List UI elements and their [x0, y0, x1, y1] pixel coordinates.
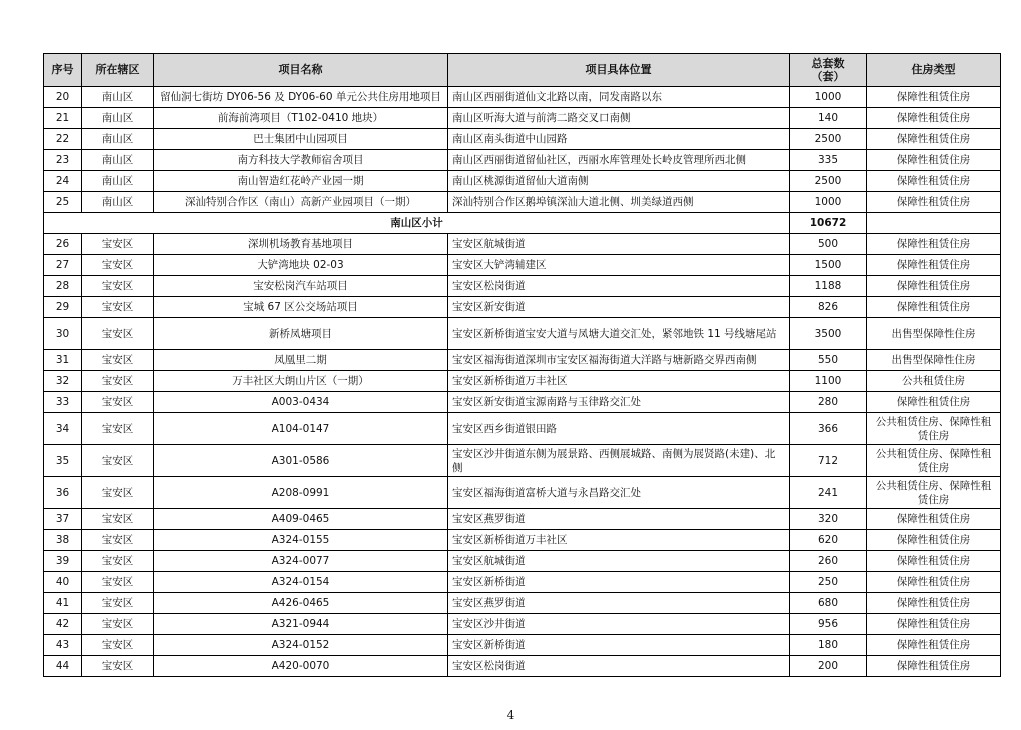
row-location: 宝安区航城街道: [448, 234, 790, 255]
row-district: 南山区: [82, 150, 154, 171]
row-housing-type: 保障性租赁住房: [867, 392, 1001, 413]
page-number: 4: [506, 708, 515, 722]
row-housing-type: 保障性租赁住房: [867, 530, 1001, 551]
row-unit-count: 241: [790, 477, 867, 509]
row-district: 南山区: [82, 192, 154, 213]
table-row: [44, 276, 1001, 297]
row-location: 宝安区燕罗街道: [448, 593, 790, 614]
row-unit-count: 250: [790, 572, 867, 593]
row-index: 38: [44, 530, 82, 551]
table-body-before: [44, 87, 1001, 213]
row-location: 南山区听海大道与前湾二路交叉口南侧: [448, 108, 790, 129]
row-housing-type: 保障性租赁住房: [867, 614, 1001, 635]
row-unit-count: 2500: [790, 129, 867, 150]
row-location: 宝安区新桥街道万丰社区: [448, 371, 790, 392]
row-project-name: A409-0465: [154, 509, 448, 530]
row-district: 南山区: [82, 87, 154, 108]
row-project-name: A301-0586: [154, 445, 448, 477]
row-district: 宝安区: [82, 350, 154, 371]
table-row: [44, 192, 1001, 213]
table-row: [44, 572, 1001, 593]
row-project-name: 万丰社区大朗山片区（一期）: [154, 371, 448, 392]
table-row: [44, 614, 1001, 635]
row-project-name: A324-0154: [154, 572, 448, 593]
row-location: 宝安区新桥街道: [448, 572, 790, 593]
row-index: 29: [44, 297, 82, 318]
subtotal-value: 10672: [790, 213, 867, 234]
row-district: 宝安区: [82, 593, 154, 614]
header-cell: 项目具体位置: [448, 54, 790, 87]
row-project-name: A426-0465: [154, 593, 448, 614]
row-district: 宝安区: [82, 297, 154, 318]
row-district: 南山区: [82, 129, 154, 150]
row-unit-count: 956: [790, 614, 867, 635]
row-district: 宝安区: [82, 614, 154, 635]
row-housing-type: 保障性租赁住房: [867, 276, 1001, 297]
row-unit-count: 320: [790, 509, 867, 530]
row-location: 宝安区沙井街道: [448, 614, 790, 635]
row-district: 宝安区: [82, 392, 154, 413]
row-unit-count: 260: [790, 551, 867, 572]
row-housing-type: 保障性租赁住房: [867, 551, 1001, 572]
row-project-name: A324-0152: [154, 635, 448, 656]
row-index: 36: [44, 477, 82, 509]
row-unit-count: 335: [790, 150, 867, 171]
row-location: 宝安区燕罗街道: [448, 509, 790, 530]
row-index: 23: [44, 150, 82, 171]
table-body-after: [44, 234, 1001, 677]
row-location: 南山区桃源街道留仙大道南侧: [448, 171, 790, 192]
subtotal-label: 南山区小计: [44, 213, 790, 234]
table-row: [44, 530, 1001, 551]
row-index: 28: [44, 276, 82, 297]
row-index: 40: [44, 572, 82, 593]
table-row: [44, 150, 1001, 171]
row-housing-type: 保障性租赁住房: [867, 150, 1001, 171]
row-housing-type: 保障性租赁住房: [867, 572, 1001, 593]
row-project-name: 宝安松岗汽车站项目: [154, 276, 448, 297]
row-unit-count: 140: [790, 108, 867, 129]
row-housing-type: 出售型保障性住房: [867, 318, 1001, 350]
row-housing-type: 保障性租赁住房: [867, 593, 1001, 614]
row-location: 南山区西丽街道留仙社区，西丽水库管理处长岭皮管理所西北侧: [448, 150, 790, 171]
table-row: [44, 350, 1001, 371]
row-unit-count: 1500: [790, 255, 867, 276]
row-index: 31: [44, 350, 82, 371]
table-row: [44, 551, 1001, 572]
row-index: 43: [44, 635, 82, 656]
row-housing-type: 保障性租赁住房: [867, 656, 1001, 677]
row-housing-type: 保障性租赁住房: [867, 108, 1001, 129]
row-housing-type: 保障性租赁住房: [867, 297, 1001, 318]
table-row: [44, 477, 1001, 509]
row-index: 27: [44, 255, 82, 276]
row-index: 42: [44, 614, 82, 635]
row-unit-count: 620: [790, 530, 867, 551]
row-project-name: 新桥凤塘项目: [154, 318, 448, 350]
row-index: 41: [44, 593, 82, 614]
row-project-name: 南山智造红花岭产业园一期: [154, 171, 448, 192]
row-location: 南山区西丽街道仙文北路以南，同发南路以东: [448, 87, 790, 108]
row-location: 宝安区航城街道: [448, 551, 790, 572]
row-district: 宝安区: [82, 371, 154, 392]
table-row: [44, 297, 1001, 318]
row-index: 32: [44, 371, 82, 392]
row-unit-count: 1188: [790, 276, 867, 297]
row-index: 44: [44, 656, 82, 677]
table-row: [44, 129, 1001, 150]
table-row: [44, 635, 1001, 656]
row-district: 宝安区: [82, 572, 154, 593]
table-row: [44, 234, 1001, 255]
table-row: [44, 509, 1001, 530]
row-location: 宝安区松岗街道: [448, 656, 790, 677]
row-housing-type: 公共租赁住房、保障性租赁住房: [867, 413, 1001, 445]
row-project-name: 巴士集团中山园项目: [154, 129, 448, 150]
row-unit-count: 1000: [790, 87, 867, 108]
row-housing-type: 出售型保障性住房: [867, 350, 1001, 371]
row-unit-count: 680: [790, 593, 867, 614]
row-housing-type: 保障性租赁住房: [867, 171, 1001, 192]
row-index: 26: [44, 234, 82, 255]
row-housing-type: 公共租赁住房、保障性租赁住房: [867, 477, 1001, 509]
row-location: 宝安区福海街道富桥大道与永昌路交汇处: [448, 477, 790, 509]
row-project-name: A420-0070: [154, 656, 448, 677]
row-housing-type: 公共租赁住房、保障性租赁住房: [867, 445, 1001, 477]
row-district: 宝安区: [82, 635, 154, 656]
table-row: [44, 445, 1001, 477]
row-index: 20: [44, 87, 82, 108]
row-district: 宝安区: [82, 656, 154, 677]
row-unit-count: 3500: [790, 318, 867, 350]
row-district: 宝安区: [82, 318, 154, 350]
row-index: 21: [44, 108, 82, 129]
table-row: [44, 255, 1001, 276]
table-row: [44, 87, 1001, 108]
row-housing-type: 公共租赁住房: [867, 371, 1001, 392]
row-unit-count: 1100: [790, 371, 867, 392]
row-project-name: 深汕特别合作区（南山）高新产业园项目（一期）: [154, 192, 448, 213]
subtotal-section: [44, 213, 1001, 234]
row-district: 宝安区: [82, 234, 154, 255]
subtotal-row: [44, 213, 1001, 234]
row-location: 宝安区新桥街道宝安大道与凤塘大道交汇处，紧邻地铁 11 号线塘尾站: [448, 318, 790, 350]
table-row: [44, 108, 1001, 129]
row-location: 宝安区新安街道: [448, 297, 790, 318]
row-project-name: A104-0147: [154, 413, 448, 445]
row-project-name: A208-0991: [154, 477, 448, 509]
row-unit-count: 1000: [790, 192, 867, 213]
table-row: [44, 656, 1001, 677]
row-unit-count: 500: [790, 234, 867, 255]
row-location: 宝安区大铲湾辅建区: [448, 255, 790, 276]
row-location: 宝安区松岗街道: [448, 276, 790, 297]
row-district: 宝安区: [82, 413, 154, 445]
row-district: 宝安区: [82, 530, 154, 551]
row-location: 深汕特别合作区鹅埠镇深汕大道北侧、圳美绿道西侧: [448, 192, 790, 213]
row-location: 宝安区新桥街道万丰社区: [448, 530, 790, 551]
row-project-name: 大铲湾地块 02-03: [154, 255, 448, 276]
header-cell: 所在辖区: [82, 54, 154, 87]
table-row: [44, 392, 1001, 413]
row-project-name: 凤凰里二期: [154, 350, 448, 371]
table-row: [44, 318, 1001, 350]
row-project-name: 南方科技大学教师宿舍项目: [154, 150, 448, 171]
row-unit-count: 550: [790, 350, 867, 371]
header-cell: 项目名称: [154, 54, 448, 87]
row-index: 37: [44, 509, 82, 530]
row-district: 宝安区: [82, 255, 154, 276]
row-index: 35: [44, 445, 82, 477]
row-unit-count: 200: [790, 656, 867, 677]
row-index: 34: [44, 413, 82, 445]
row-project-name: A324-0155: [154, 530, 448, 551]
row-housing-type: 保障性租赁住房: [867, 635, 1001, 656]
row-unit-count: 712: [790, 445, 867, 477]
table-header-row: [44, 54, 1001, 87]
row-location: 宝安区沙井街道东侧为展景路、西侧展城路、南侧为展贤路(未建)、北侧: [448, 445, 790, 477]
row-location: 南山区南头街道中山园路: [448, 129, 790, 150]
table-row: [44, 171, 1001, 192]
row-index: 33: [44, 392, 82, 413]
header-cell: 住房类型: [867, 54, 1001, 87]
row-housing-type: 保障性租赁住房: [867, 129, 1001, 150]
table-row: [44, 413, 1001, 445]
row-district: 宝安区: [82, 276, 154, 297]
row-index: 24: [44, 171, 82, 192]
row-location: 宝安区新桥街道: [448, 635, 790, 656]
row-unit-count: 826: [790, 297, 867, 318]
table-row: [44, 371, 1001, 392]
row-location: 宝安区福海街道深圳市宝安区福海街道大洋路与塘新路交界西南侧: [448, 350, 790, 371]
row-unit-count: 280: [790, 392, 867, 413]
row-project-name: A003-0434: [154, 392, 448, 413]
header-cell: 序号: [44, 54, 82, 87]
row-project-name: A324-0077: [154, 551, 448, 572]
row-housing-type: 保障性租赁住房: [867, 509, 1001, 530]
row-unit-count: 2500: [790, 171, 867, 192]
row-index: 39: [44, 551, 82, 572]
row-housing-type: 保障性租赁住房: [867, 192, 1001, 213]
housing-project-table: [43, 53, 1001, 677]
row-housing-type: 保障性租赁住房: [867, 234, 1001, 255]
row-index: 30: [44, 318, 82, 350]
header-cell: 总套数 （套）: [790, 54, 867, 87]
row-district: 宝安区: [82, 509, 154, 530]
row-index: 22: [44, 129, 82, 150]
row-district: 宝安区: [82, 445, 154, 477]
row-project-name: 宝城 67 区公交场站项目: [154, 297, 448, 318]
row-district: 南山区: [82, 171, 154, 192]
row-project-name: A321-0944: [154, 614, 448, 635]
row-index: 25: [44, 192, 82, 213]
row-unit-count: 366: [790, 413, 867, 445]
row-housing-type: 保障性租赁住房: [867, 87, 1001, 108]
row-district: 宝安区: [82, 551, 154, 572]
row-project-name: 留仙洞七街坊 DY06-56 及 DY06-60 单元公共住房用地项目: [154, 87, 448, 108]
row-district: 南山区: [82, 108, 154, 129]
row-district: 宝安区: [82, 477, 154, 509]
subtotal-empty-cell: [867, 213, 1001, 234]
row-project-name: 深圳机场教育基地项目: [154, 234, 448, 255]
row-housing-type: 保障性租赁住房: [867, 255, 1001, 276]
row-location: 宝安区西乡街道银田路: [448, 413, 790, 445]
row-project-name: 前海前湾项目（T102-0410 地块）: [154, 108, 448, 129]
row-unit-count: 180: [790, 635, 867, 656]
row-location: 宝安区新安街道宝源南路与玉律路交汇处: [448, 392, 790, 413]
table-row: [44, 593, 1001, 614]
